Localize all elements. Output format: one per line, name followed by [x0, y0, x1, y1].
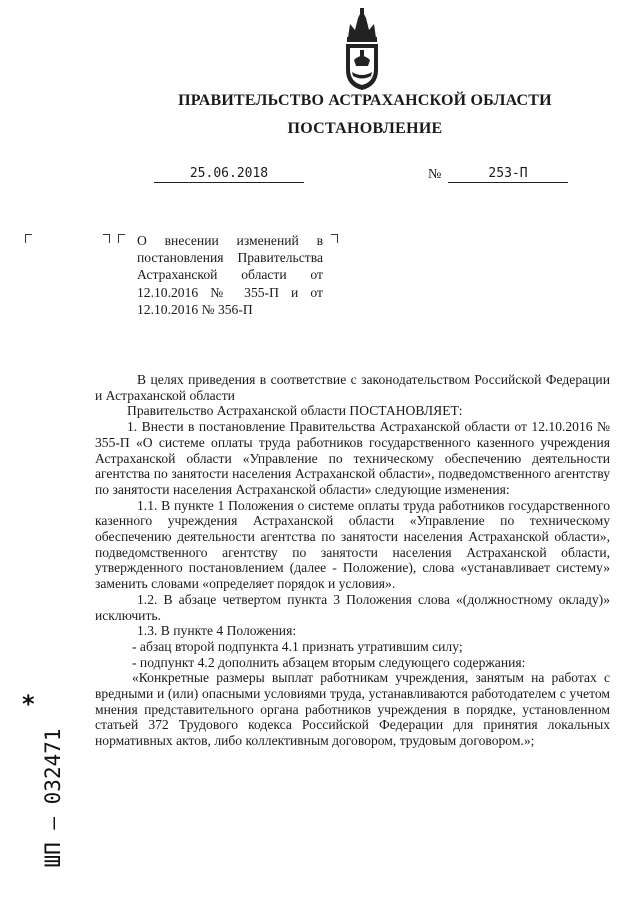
body-paragraph: 1. Внести в постановление Правительства Астраханской области от 12.10.2016 № 355-П «О системе оплаты труда работников государственного казенного учреждения Астраханской области «Управление по техническому обеспечению деятельности агентства по занятости населения Астраханской области», подведомственного агентству по занятости населения Астраханской области» следующие изменения: [95, 419, 610, 497]
organization-name: ПРАВИТЕЛЬСТВО АСТРАХАНСКОЙ ОБЛАСТИ [178, 92, 552, 109]
document-date: 25.06.2018 [154, 166, 304, 183]
body-paragraph: В целях приведения в соответствие с законодательством Российской Федерации и Астраханской области [95, 372, 610, 403]
corner-mark [103, 234, 110, 243]
body-paragraph: Правительство Астраханской области ПОСТАНОВЛЯЕТ: [127, 403, 463, 419]
body-paragraph: 1.1. В пункте 1 Положения о системе оплаты труда работников государственного казенного учреждения Астраханской области «Управление по техническому обеспечению деятельности агентства по занятости населения Астраханской области», подведомственного агентству по занятости населения Астраханской области, утвержденного постановлением (далее - Положение), слова «устанавливает систему» заменить словами «определяет порядок и условия». [95, 497, 610, 592]
form-serial-number: ШП – 032471 [41, 728, 65, 868]
number-sign: № [428, 167, 442, 182]
body-paragraph: - абзац второй подпункта 4.1 признать утратившим силу; [132, 638, 463, 654]
document-type: ПОСТАНОВЛЕНИЕ [287, 120, 443, 137]
asterisk-mark: * [22, 690, 35, 718]
document-body [95, 372, 610, 749]
corner-mark [331, 234, 338, 243]
body-paragraph: 1.2. В абзаце четвертом пункта 3 Положения слова «(должностному окладу)» исключить. [95, 591, 610, 623]
corner-mark [25, 234, 32, 243]
document-subject: О внесении изменений в постановления Правительства Астраханской области от 12.10.2016 № 355-П и от 12.10.2016 № 356-П [137, 233, 323, 317]
corner-mark [118, 234, 125, 243]
coat-of-arms-icon [338, 8, 386, 92]
body-paragraph: 1.3. В пункте 4 Положения: [137, 623, 297, 639]
body-paragraph: - подпункт 4.2 дополнить абзацем вторым следующего содержания: [132, 654, 526, 670]
document-number: 253-П [448, 166, 568, 183]
body-paragraph: «Конкретные размеры выплат работникам учреждения, занятым на работах с вредными и (или) опасными условиями труда, устанавливаются работодателем с учетом мнения представительного органа работников учреждения в порядке, установленном статьей 372 Трудового кодекса Российской Федерации для принятия локальных нормативных актов, либо коллективным договором, трудовым договором.»; [95, 670, 610, 749]
